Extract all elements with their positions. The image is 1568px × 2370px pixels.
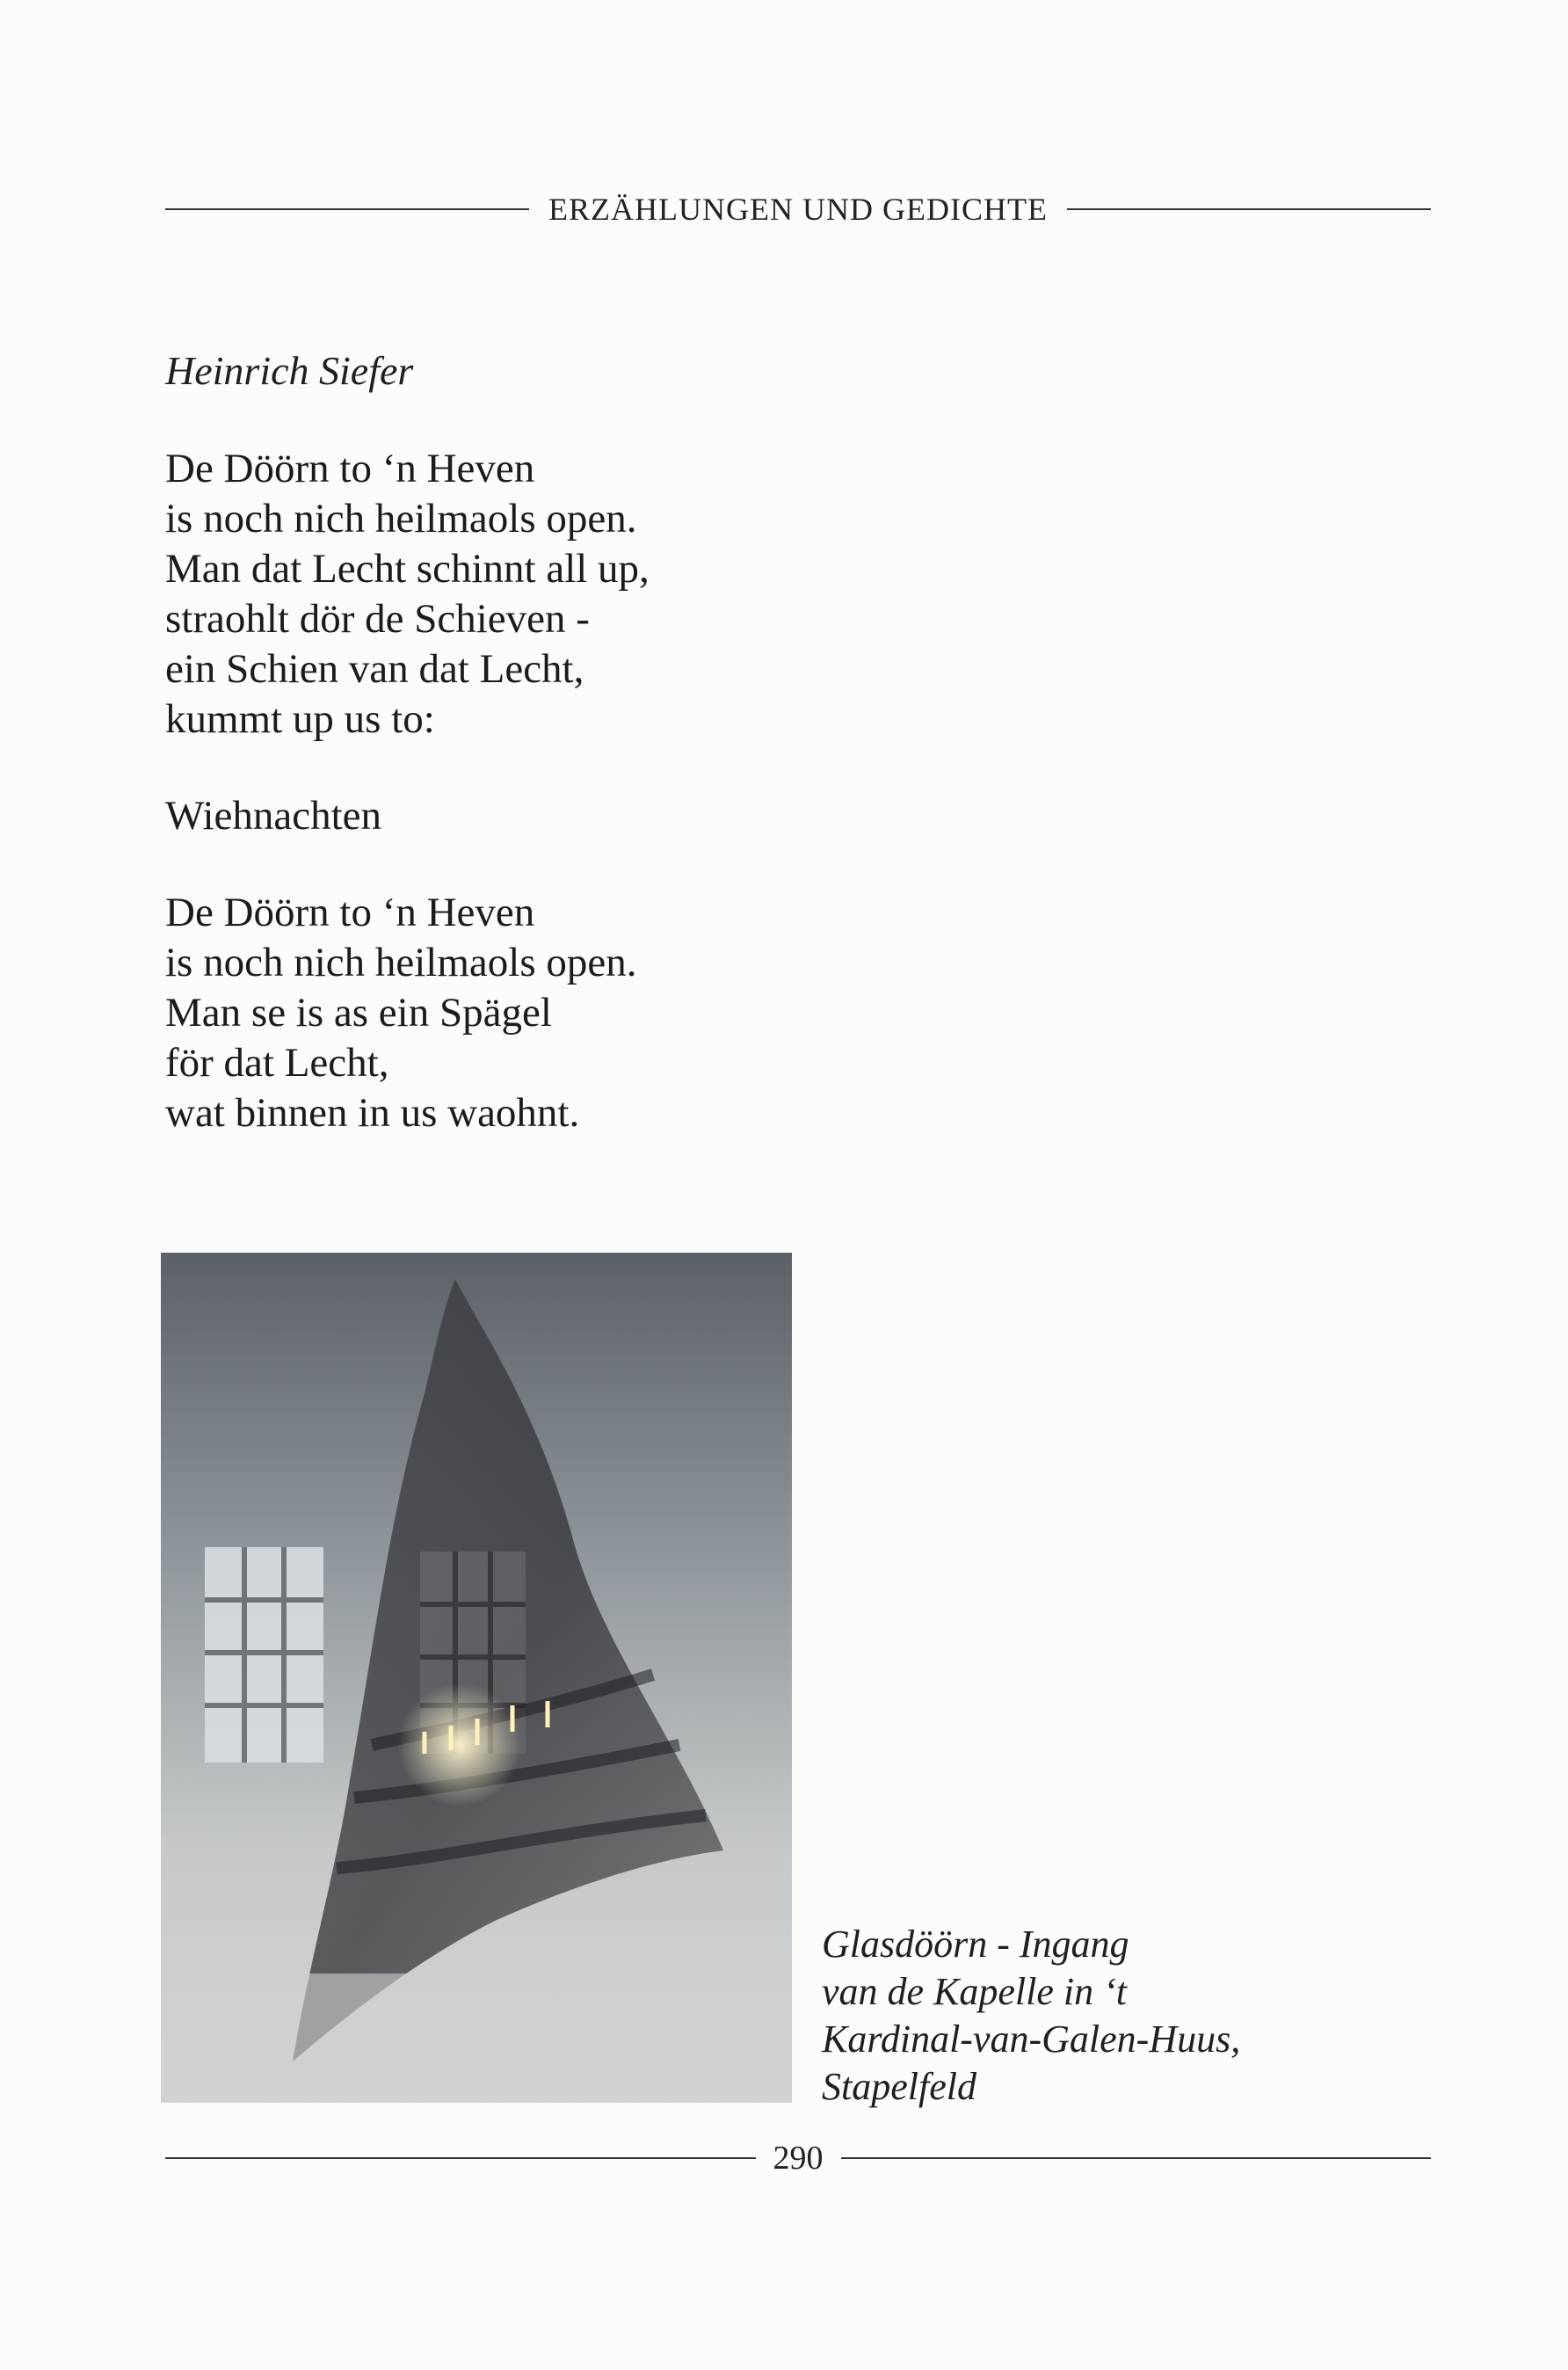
photo-caption <box>822 1921 1240 2111</box>
poem-line: De Döörn to ‘n Heven <box>165 890 535 935</box>
poem-line: Man se is as ein Spägel <box>165 990 552 1036</box>
window-left <box>205 1547 323 1763</box>
page-number: 290 <box>773 2140 824 2177</box>
poem-line: is noch nich heilmaols open. <box>165 496 637 542</box>
footer-rule-right <box>841 2157 1432 2159</box>
poem-line: ein Schien van dat Lecht, <box>165 646 584 692</box>
caption-line: van de Kapelle in ‘t <box>822 1970 1128 2013</box>
footer-rule-left <box>165 2157 756 2159</box>
poem-line: De Döörn to ‘n Heven <box>165 446 535 491</box>
poem-stanza-2 <box>165 791 381 841</box>
section-title: ERZÄHLUNGEN UND GEDICHTE <box>548 192 1048 227</box>
poem-line: för dat Lecht, <box>165 1040 389 1086</box>
poem-line: kummt up us to: <box>165 696 435 742</box>
running-header <box>165 185 1431 234</box>
header-rule-left <box>165 208 529 210</box>
caption-line: Glasdöörn - Ingang <box>822 1923 1129 1966</box>
caption-line: Stapelfeld <box>822 2065 976 2108</box>
poem-line: Man dat Lecht schinnt all up, <box>165 546 650 592</box>
caption-line: Kardinal-van-Galen-Huus, <box>822 2017 1241 2061</box>
poem-stanza-1 <box>165 444 650 745</box>
poem-line: wat binnen in us waohnt. <box>165 1090 580 1136</box>
poem-author: Heinrich Siefer <box>165 348 414 393</box>
header-rule-right <box>1067 208 1431 210</box>
poem-line: straohlt dör de Schieven - <box>165 596 590 642</box>
poem-line: is noch nich heilmaols open. <box>165 940 637 985</box>
chapel-glass-door-photo <box>161 1253 792 2103</box>
poem-line: Wiehnachten <box>165 793 382 839</box>
running-footer <box>165 2136 1431 2180</box>
poem-stanza-3 <box>165 888 636 1138</box>
photo-illustration <box>161 1253 792 2103</box>
